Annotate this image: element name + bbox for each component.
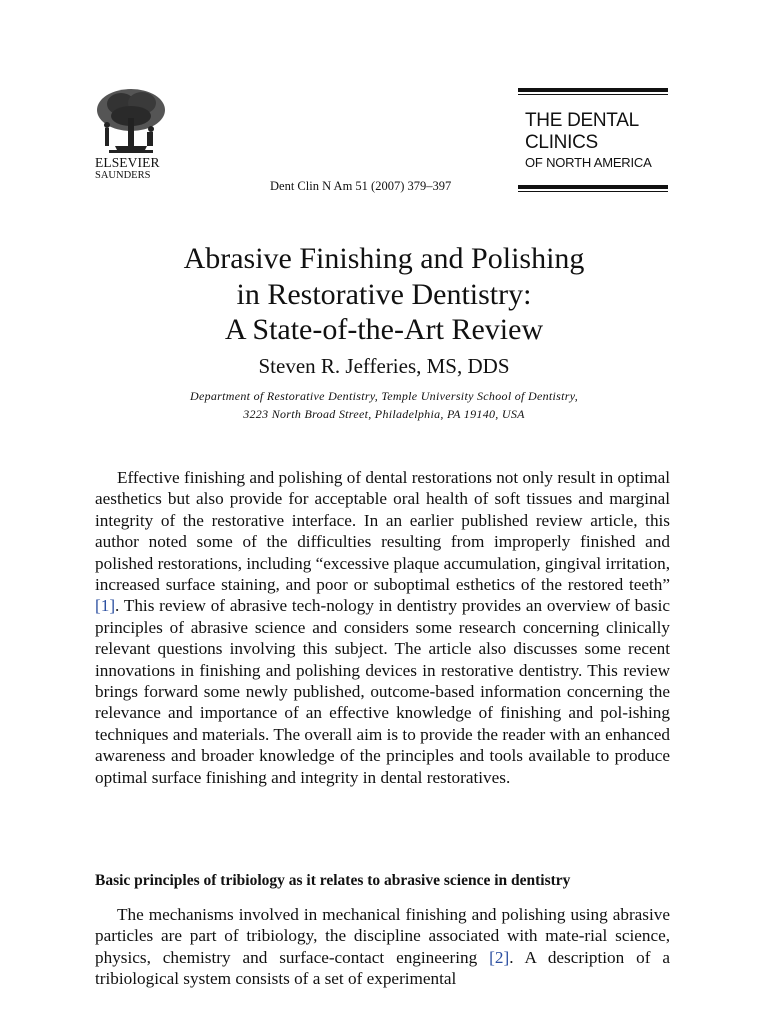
- publisher-logo: [95, 88, 167, 181]
- article-author: Steven R. Jefferies, MS, DDS: [258, 353, 510, 378]
- article-title-line: Abrasive Finishing and Polishing: [183, 242, 585, 275]
- masthead-rule-bottom: [518, 185, 668, 189]
- article-title-line: A State-of-the-Art Review: [224, 313, 544, 346]
- journal-title-line1: THE DENTAL: [525, 110, 639, 131]
- intro-text-before-ref: Effective finishing and polishing of dental restorations not only result in optimal aesthetics but also provide for acceptable oral health of soft tissues and marginal integrity of the restorative interface. In an earlier published review article, this author noted some of the difficulties resulting from improperly finished and polished restorations, including “excessive plaque accumulation, gingival irritation, increased surface staining, and poor or suboptimal esthetics of the restored teeth”: [95, 468, 670, 595]
- publisher-name: ELSEVIER: [95, 155, 160, 170]
- masthead-rule-top-thin: [518, 94, 668, 95]
- reference-link-2[interactable]: [2]: [489, 947, 510, 967]
- article-title-line: in Restorative Dentistry:: [236, 277, 532, 311]
- section-paragraph: [95, 904, 670, 990]
- elsevier-tree-icon: [95, 88, 167, 154]
- publisher-imprint: SAUNDERS: [95, 170, 151, 181]
- journal-citation: Dent Clin N Am 51 (2007) 379–397: [270, 179, 452, 193]
- reference-link-1[interactable]: [1]: [95, 596, 116, 616]
- masthead-rule-top: [518, 88, 668, 92]
- section-text-before-ref: The mechanisms involved in mechanical finishing and polishing using abrasive particles are part of tribiology, the discipline associated with mate-rial science, physics, chemistry and surface-contact engineering: [95, 905, 670, 967]
- article-header: [0, 241, 768, 423]
- author-affiliation: [0, 387, 768, 423]
- journal-masthead: [518, 88, 668, 192]
- section-text-after-ref: . A description of a tribiological system consists of a set of experimental: [95, 947, 670, 989]
- journal-title-line3: OF NORTH AMERICA: [525, 155, 652, 170]
- journal-title-line2: CLINICS: [525, 132, 598, 153]
- affiliation-line: Department of Restorative Dentistry, Temple University School of Dentistry,: [189, 388, 578, 403]
- section-heading: Basic principles of tribiology as it relates to abrasive science in dentistry: [95, 872, 571, 889]
- intro-paragraph: [95, 467, 670, 788]
- masthead-rule-bottom-thin: [518, 191, 668, 192]
- affiliation-line: 3223 North Broad Street, Philadelphia, PA 19140, USA: [243, 406, 525, 421]
- intro-text-after-ref: . This review of abrasive tech-nology in dentistry provides an overview of basic principles of abrasive science and considers some research concerning clinically relevant questions involving this subject. The article also discusses some recent innovations in finishing and polishing devices in restorative dentistry. This review brings forward some newly published, outcome-based information concerning the relevance and importance of an effective knowledge of finishing and pol-ishing techniques and materials. The overall aim is to provide the reader with an enhanced awareness and broader knowledge of the principles and tools available to produce optimal surface finishing and integrity in dental restoratives.: [95, 596, 670, 787]
